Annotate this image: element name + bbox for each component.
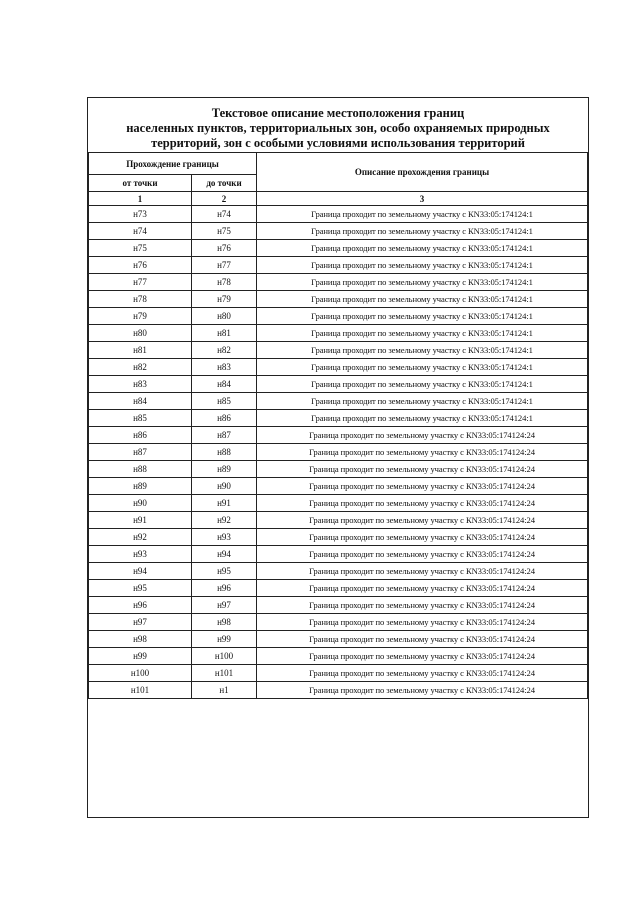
cell-description: Граница проходит по земельному участку с КN33:05:174124:1 — [257, 393, 588, 410]
table-row — [89, 665, 588, 682]
cell-description: Граница проходит по земельному участку с КN33:05:174124:24 — [257, 512, 588, 529]
cell-description: Граница проходит по земельному участку с КN33:05:174124:24 — [257, 614, 588, 631]
cell-to-point: н90 — [192, 478, 257, 495]
cell-to-point: н85 — [192, 393, 257, 410]
header-from-point: от точки — [89, 175, 192, 192]
cell-from-point: н80 — [89, 325, 192, 342]
cell-to-point: н1 — [192, 682, 257, 699]
cell-description: Граница проходит по земельному участку с КN33:05:174124:24 — [257, 665, 588, 682]
cell-to-point: н78 — [192, 274, 257, 291]
cell-to-point: н97 — [192, 597, 257, 614]
cell-to-point: н95 — [192, 563, 257, 580]
cell-from-point: н93 — [89, 546, 192, 563]
table-body — [89, 206, 588, 699]
cell-description: Граница проходит по земельному участку с КN33:05:174124:1 — [257, 291, 588, 308]
cell-from-point: н98 — [89, 631, 192, 648]
cell-description: Граница проходит по земельному участку с КN33:05:174124:1 — [257, 342, 588, 359]
cell-from-point: н94 — [89, 563, 192, 580]
cell-from-point: н77 — [89, 274, 192, 291]
cell-to-point: н75 — [192, 223, 257, 240]
cell-to-point: н84 — [192, 376, 257, 393]
table-row — [89, 393, 588, 410]
cell-description: Граница проходит по земельному участку с КN33:05:174124:24 — [257, 631, 588, 648]
table-row — [89, 563, 588, 580]
cell-description: Граница проходит по земельному участку с КN33:05:174124:1 — [257, 240, 588, 257]
table-row — [89, 614, 588, 631]
cell-from-point: н73 — [89, 206, 192, 223]
column-number-3: 3 — [257, 192, 588, 206]
table-row — [89, 682, 588, 699]
cell-to-point: н82 — [192, 342, 257, 359]
cell-from-point: н75 — [89, 240, 192, 257]
column-number-1: 1 — [89, 192, 192, 206]
cell-description: Граница проходит по земельному участку с КN33:05:174124:1 — [257, 223, 588, 240]
header-description: Описание прохождения границы — [257, 153, 588, 192]
boundary-table — [88, 152, 588, 699]
cell-from-point: н88 — [89, 461, 192, 478]
table-row — [89, 546, 588, 563]
cell-from-point: н74 — [89, 223, 192, 240]
table-row — [89, 631, 588, 648]
cell-from-point: н100 — [89, 665, 192, 682]
cell-from-point: н86 — [89, 427, 192, 444]
cell-to-point: н91 — [192, 495, 257, 512]
table-row — [89, 257, 588, 274]
cell-to-point: н92 — [192, 512, 257, 529]
cell-to-point: н81 — [192, 325, 257, 342]
cell-description: Граница проходит по земельному участку с КN33:05:174124:1 — [257, 410, 588, 427]
cell-to-point: н93 — [192, 529, 257, 546]
table-row — [89, 512, 588, 529]
cell-to-point: н76 — [192, 240, 257, 257]
table-row — [89, 529, 588, 546]
table-row — [89, 648, 588, 665]
cell-description: Граница проходит по земельному участку с КN33:05:174124:24 — [257, 648, 588, 665]
cell-to-point: н89 — [192, 461, 257, 478]
cell-from-point: н84 — [89, 393, 192, 410]
table-row — [89, 223, 588, 240]
cell-from-point: н89 — [89, 478, 192, 495]
cell-to-point: н74 — [192, 206, 257, 223]
cell-from-point: н82 — [89, 359, 192, 376]
table-row — [89, 342, 588, 359]
title-line-3: территорий, зон с особыми условиями использования территорий — [151, 136, 525, 150]
table-row — [89, 206, 588, 223]
table-row — [89, 597, 588, 614]
cell-description: Граница проходит по земельному участку с КN33:05:174124:24 — [257, 478, 588, 495]
cell-to-point: н101 — [192, 665, 257, 682]
cell-from-point: н92 — [89, 529, 192, 546]
table-row — [89, 240, 588, 257]
cell-to-point: н87 — [192, 427, 257, 444]
document-title — [88, 98, 588, 152]
cell-from-point: н91 — [89, 512, 192, 529]
cell-description: Граница проходит по земельному участку с КN33:05:174124:1 — [257, 257, 588, 274]
cell-from-point: н101 — [89, 682, 192, 699]
cell-description: Граница проходит по земельному участку с КN33:05:174124:24 — [257, 495, 588, 512]
table-row — [89, 359, 588, 376]
cell-description: Граница проходит по земельному участку с КN33:05:174124:24 — [257, 682, 588, 699]
table-row — [89, 291, 588, 308]
cell-description: Граница проходит по земельному участку с КN33:05:174124:1 — [257, 376, 588, 393]
cell-from-point: н83 — [89, 376, 192, 393]
cell-from-point: н90 — [89, 495, 192, 512]
cell-description: Граница проходит по земельному участку с КN33:05:174124:24 — [257, 546, 588, 563]
cell-description: Граница проходит по земельному участку с КN33:05:174124:24 — [257, 427, 588, 444]
cell-to-point: н88 — [192, 444, 257, 461]
cell-from-point: н95 — [89, 580, 192, 597]
cell-from-point: н79 — [89, 308, 192, 325]
table-row — [89, 308, 588, 325]
table-row — [89, 478, 588, 495]
cell-to-point: н83 — [192, 359, 257, 376]
cell-from-point: н96 — [89, 597, 192, 614]
table-row — [89, 376, 588, 393]
cell-to-point: н99 — [192, 631, 257, 648]
table-row — [89, 325, 588, 342]
cell-from-point: н87 — [89, 444, 192, 461]
cell-from-point: н85 — [89, 410, 192, 427]
table-row — [89, 495, 588, 512]
table-row — [89, 427, 588, 444]
cell-to-point: н96 — [192, 580, 257, 597]
cell-description: Граница проходит по земельному участку с КN33:05:174124:24 — [257, 529, 588, 546]
cell-description: Граница проходит по земельному участку с КN33:05:174124:1 — [257, 308, 588, 325]
cell-from-point: н76 — [89, 257, 192, 274]
cell-to-point: н98 — [192, 614, 257, 631]
cell-description: Граница проходит по земельному участку с КN33:05:174124:24 — [257, 563, 588, 580]
table-row — [89, 444, 588, 461]
title-line-1: Текстовое описание местоположения границ — [211, 106, 465, 120]
header-to-point: до точки — [192, 175, 257, 192]
cell-description: Граница проходит по земельному участку с КN33:05:174124:1 — [257, 206, 588, 223]
cell-description: Граница проходит по земельному участку с КN33:05:174124:24 — [257, 461, 588, 478]
cell-description: Граница проходит по земельному участку с КN33:05:174124:1 — [257, 325, 588, 342]
cell-description: Граница проходит по земельному участку с КN33:05:174124:24 — [257, 580, 588, 597]
column-number-2: 2 — [192, 192, 257, 206]
table-row — [89, 274, 588, 291]
table-row — [89, 410, 588, 427]
title-line-2: населенных пунктов, территориальных зон, особо охраняемых природных — [126, 121, 550, 135]
cell-to-point: н86 — [192, 410, 257, 427]
cell-description: Граница проходит по земельному участку с КN33:05:174124:1 — [257, 359, 588, 376]
cell-to-point: н77 — [192, 257, 257, 274]
cell-from-point: н81 — [89, 342, 192, 359]
cell-to-point: н100 — [192, 648, 257, 665]
cell-to-point: н94 — [192, 546, 257, 563]
cell-description: Граница проходит по земельному участку с КN33:05:174124:24 — [257, 597, 588, 614]
cell-from-point: н78 — [89, 291, 192, 308]
cell-to-point: н79 — [192, 291, 257, 308]
cell-description: Граница проходит по земельному участку с КN33:05:174124:24 — [257, 444, 588, 461]
document-frame — [87, 97, 589, 818]
cell-to-point: н80 — [192, 308, 257, 325]
cell-from-point: н97 — [89, 614, 192, 631]
cell-from-point: н99 — [89, 648, 192, 665]
table-row — [89, 461, 588, 478]
header-passage: Прохождение границы — [89, 153, 257, 175]
cell-description: Граница проходит по земельному участку с КN33:05:174124:1 — [257, 274, 588, 291]
table-row — [89, 580, 588, 597]
